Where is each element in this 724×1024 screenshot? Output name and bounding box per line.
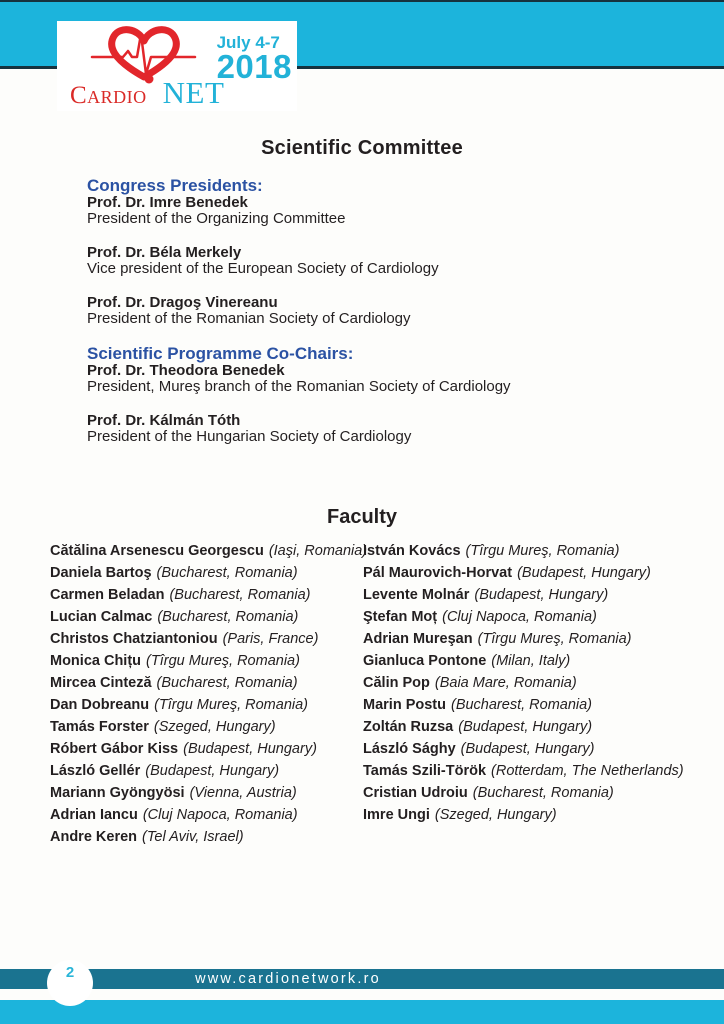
faculty-entry bbox=[50, 540, 368, 562]
faculty-location: (Budapest, Hungary) bbox=[458, 719, 593, 735]
faculty-name: Mircea Cinteză bbox=[50, 675, 152, 691]
faculty-name: Cristian Udroiu bbox=[363, 785, 468, 801]
faculty-location: (Paris, France) bbox=[222, 631, 319, 647]
faculty-name: Tamás Forster bbox=[50, 719, 149, 735]
scientific-committee-section bbox=[0, 136, 724, 463]
faculty-location: (Baia Mare, Romania) bbox=[434, 675, 577, 691]
faculty-name: Carmen Beladan bbox=[50, 587, 165, 603]
faculty-location: (Tîrgu Mureş, Romania) bbox=[477, 631, 632, 647]
faculty-name: Monica Chițu bbox=[50, 653, 142, 669]
faculty-entry bbox=[363, 606, 703, 628]
logo-dates: July 4-7 bbox=[216, 33, 280, 52]
faculty-location: (Budapest, Hungary) bbox=[517, 565, 651, 581]
committee-group-presidents bbox=[87, 177, 724, 327]
faculty-location: (Budapest, Hungary) bbox=[460, 741, 595, 757]
member-name: Prof. Dr. Theodora Benedek bbox=[87, 362, 285, 379]
faculty-location: (Szeged, Hungary) bbox=[434, 807, 557, 823]
faculty-entry bbox=[363, 782, 703, 804]
faculty-name: Andre Keren bbox=[50, 829, 138, 845]
faculty-entry bbox=[50, 672, 363, 694]
faculty-location: (Tîrgu Mureş, Romania) bbox=[154, 697, 308, 713]
faculty-entry bbox=[50, 694, 363, 716]
faculty-location: (Bucharest, Romania) bbox=[450, 697, 593, 713]
faculty-location: (Bucharest, Romania) bbox=[156, 565, 298, 581]
faculty-entry bbox=[50, 804, 363, 826]
logo-cardio-text: Cardio bbox=[70, 82, 147, 109]
faculty-section bbox=[0, 505, 724, 848]
faculty-entry bbox=[50, 562, 363, 584]
faculty-name: László Sághy bbox=[363, 741, 456, 757]
faculty-location: (Tîrgu Mureş, Romania) bbox=[465, 543, 620, 559]
faculty-name: Călin Pop bbox=[363, 675, 430, 691]
committee-group-cochairs bbox=[87, 345, 724, 445]
committee-member bbox=[87, 413, 724, 445]
faculty-entry bbox=[50, 782, 363, 804]
faculty-entry bbox=[363, 650, 703, 672]
faculty-location: (Milan, Italy) bbox=[491, 653, 571, 669]
faculty-name: Imre Ungi bbox=[363, 807, 430, 823]
faculty-name: István Kovács bbox=[363, 543, 461, 559]
logo-year: 2018 bbox=[216, 48, 292, 85]
faculty-entry bbox=[363, 672, 703, 694]
faculty-location: (Budapest, Hungary) bbox=[183, 741, 317, 757]
member-list bbox=[87, 195, 724, 327]
member-name: Prof. Dr. Kálmán Tóth bbox=[87, 412, 241, 429]
faculty-location: (Tel Aviv, Israel) bbox=[142, 829, 244, 845]
faculty-name: Christos Chatziantoniou bbox=[50, 631, 218, 647]
faculty-title: Faculty bbox=[326, 506, 398, 528]
committee-member bbox=[87, 363, 724, 395]
faculty-name: Gianluca Pontone bbox=[363, 653, 487, 669]
cardionet-logo bbox=[57, 21, 297, 111]
member-name: Prof. Dr. Béla Merkely bbox=[87, 244, 242, 261]
member-role: President of the Hungarian Society of Cardiology bbox=[87, 428, 412, 445]
faculty-location: (Bucharest, Romania) bbox=[156, 675, 298, 691]
faculty-name: Cătălina Arsenescu Georgescu bbox=[50, 543, 264, 559]
faculty-name: Zoltán Ruzsa bbox=[363, 719, 454, 735]
faculty-location: (Bucharest, Romania) bbox=[472, 785, 614, 801]
faculty-column-left bbox=[50, 540, 368, 848]
faculty-entry bbox=[50, 650, 363, 672]
faculty-entry bbox=[50, 716, 363, 738]
faculty-entry bbox=[50, 606, 363, 628]
faculty-name: Adrian Iancu bbox=[50, 807, 138, 823]
faculty-entry bbox=[363, 760, 703, 782]
faculty-name: Róbert Gábor Kiss bbox=[50, 741, 179, 757]
faculty-entry bbox=[50, 628, 363, 650]
footer-bottom-band bbox=[0, 1000, 724, 1024]
faculty-entry bbox=[50, 760, 363, 782]
faculty-entry bbox=[50, 826, 363, 848]
faculty-name: Levente Molnár bbox=[363, 587, 470, 603]
faculty-location: (Cluj Napoca, Romania) bbox=[442, 609, 597, 625]
faculty-entry bbox=[363, 738, 703, 760]
faculty-name: Ştefan Moț bbox=[363, 609, 438, 625]
member-list bbox=[87, 363, 724, 445]
faculty-location: (Rotterdam, The Netherlands) bbox=[491, 763, 684, 779]
faculty-location: (Bucharest, Romania) bbox=[169, 587, 311, 603]
member-role: President, Mureş branch of the Romanian Society of Cardiology bbox=[87, 378, 511, 395]
page-number: 2 bbox=[65, 964, 75, 981]
faculty-location: (Iaşi, Romania) bbox=[268, 543, 368, 559]
faculty-name: Dan Dobreanu bbox=[50, 697, 150, 713]
footer-website: www.cardionetwork.ro bbox=[195, 971, 381, 987]
faculty-entry bbox=[363, 716, 703, 738]
faculty-location: (Tîrgu Mureş, Romania) bbox=[146, 653, 300, 669]
member-name: Prof. Dr. Imre Benedek bbox=[87, 194, 248, 211]
faculty-location: (Szeged, Hungary) bbox=[153, 719, 276, 735]
faculty-entry bbox=[50, 584, 363, 606]
faculty-name: Marin Postu bbox=[363, 697, 446, 713]
faculty-name: Pál Maurovich-Horvat bbox=[363, 565, 513, 581]
group-heading: Scientific Programme Co-Chairs: bbox=[87, 344, 354, 363]
faculty-location: (Cluj Napoca, Romania) bbox=[142, 807, 298, 823]
logo-date-block bbox=[216, 33, 292, 85]
faculty-entry bbox=[363, 562, 703, 584]
faculty-location: (Budapest, Hungary) bbox=[474, 587, 609, 603]
faculty-entry bbox=[363, 628, 703, 650]
faculty-entry bbox=[363, 694, 703, 716]
faculty-name: Mariann Gyöngyösi bbox=[50, 785, 185, 801]
faculty-entry bbox=[363, 584, 703, 606]
committee-member bbox=[87, 245, 724, 277]
faculty-name: Lucian Calmac bbox=[50, 609, 153, 625]
member-role: Vice president of the European Society of Cardiology bbox=[87, 260, 439, 277]
logo-wordmark bbox=[70, 75, 225, 110]
group-heading: Congress Presidents: bbox=[87, 176, 263, 195]
member-name: Prof. Dr. Dragoş Vinereanu bbox=[87, 294, 278, 311]
faculty-location: (Budapest, Hungary) bbox=[145, 763, 280, 779]
faculty-columns bbox=[0, 540, 724, 848]
faculty-location: (Vienna, Austria) bbox=[189, 785, 297, 801]
committee-body bbox=[87, 177, 724, 445]
faculty-column-right bbox=[363, 540, 703, 826]
faculty-location: (Bucharest, Romania) bbox=[157, 609, 299, 625]
committee-member bbox=[87, 195, 724, 227]
faculty-name: Daniela Bartoş bbox=[50, 565, 152, 581]
committee-member bbox=[87, 295, 724, 327]
member-role: President of the Romanian Society of Cardiology bbox=[87, 310, 411, 327]
logo-net-text: NET bbox=[162, 75, 225, 110]
faculty-name: Tamás Szili-Török bbox=[363, 763, 487, 779]
faculty-entry bbox=[363, 540, 703, 562]
faculty-entry bbox=[363, 804, 703, 826]
faculty-entry bbox=[50, 738, 363, 760]
faculty-name: László Gellér bbox=[50, 763, 141, 779]
faculty-name: Adrian Mureşan bbox=[363, 631, 473, 647]
committee-title: Scientific Committee bbox=[261, 137, 463, 159]
member-role: President of the Organizing Committee bbox=[87, 210, 346, 227]
